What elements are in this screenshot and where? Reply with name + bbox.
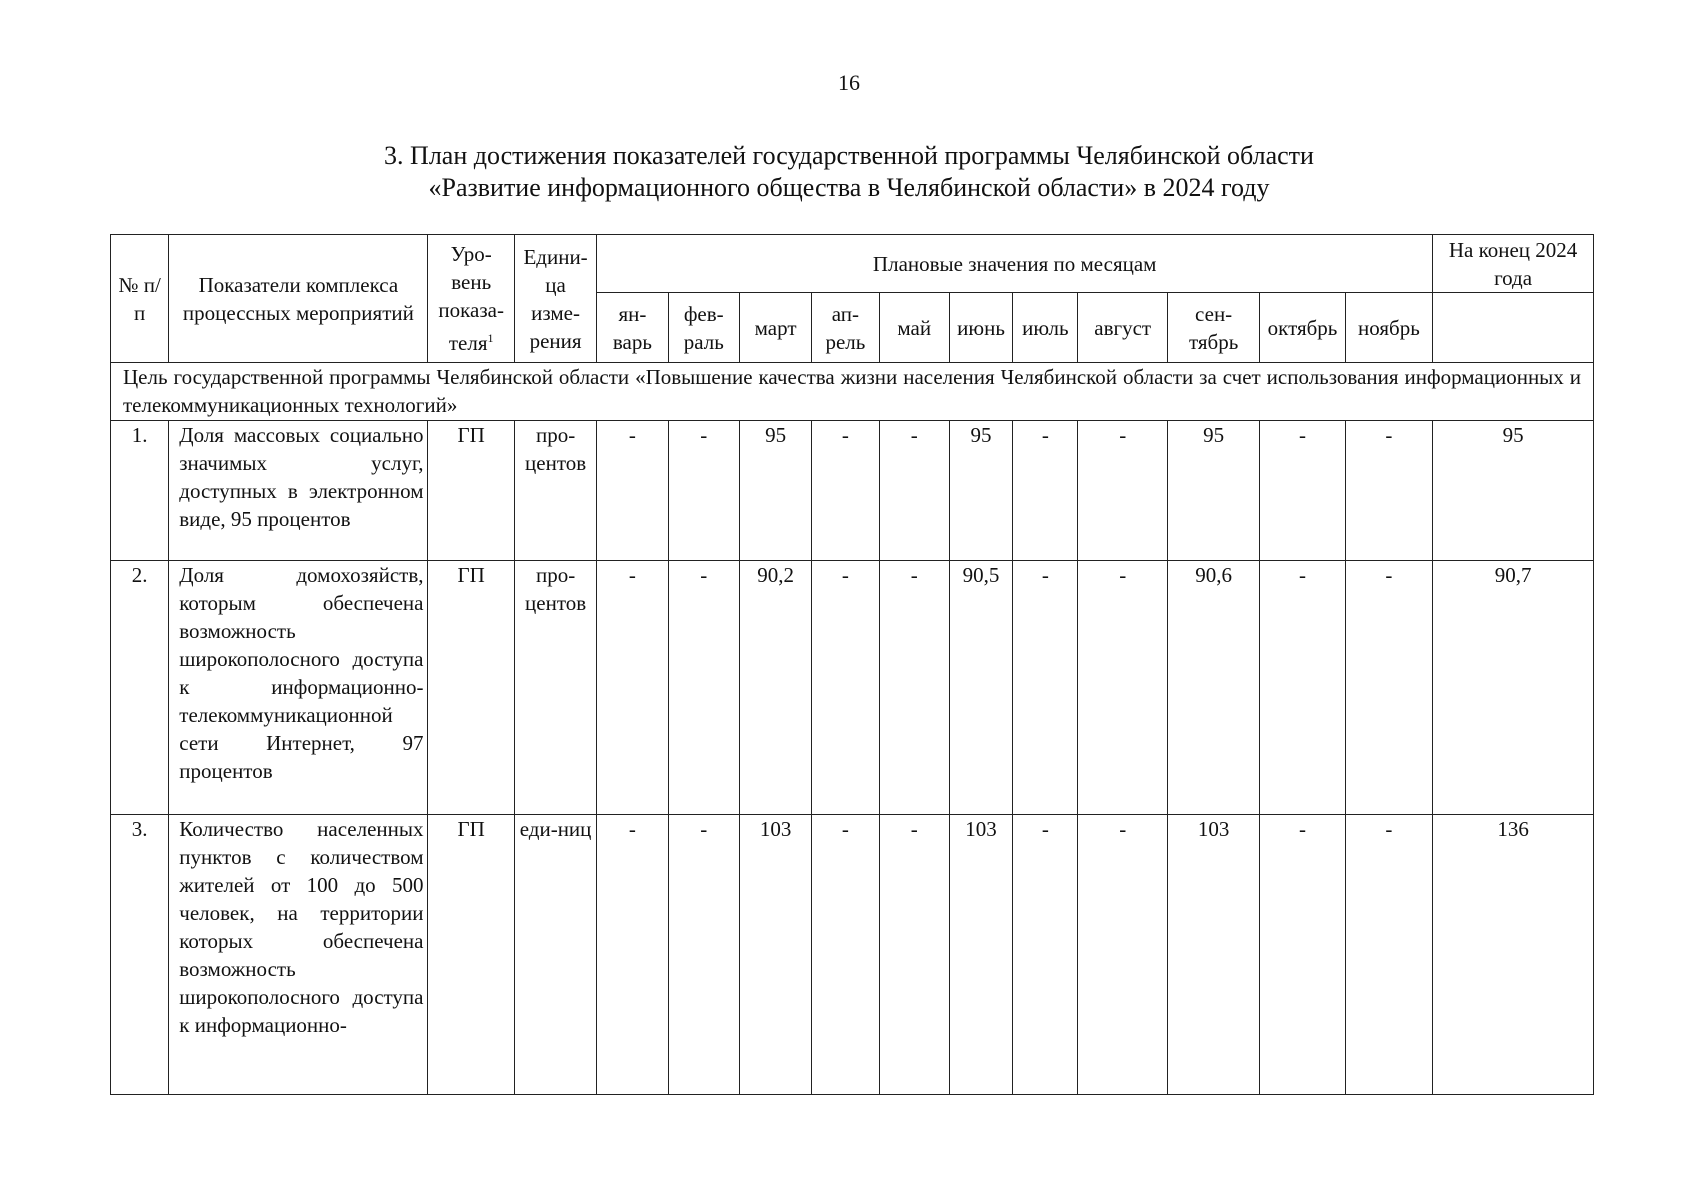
document-title <box>0 140 1698 204</box>
month-value: - <box>668 561 739 815</box>
month-value: 103 <box>1167 815 1259 1095</box>
month-value: - <box>812 815 879 1095</box>
header-end-of-year-blank <box>1433 293 1594 363</box>
month-value: - <box>879 561 949 815</box>
month-value: - <box>812 421 879 561</box>
header-month: ап-рель <box>812 293 879 363</box>
month-value: 90,2 <box>739 561 811 815</box>
header-month: июнь <box>949 293 1012 363</box>
month-value: 95 <box>949 421 1012 561</box>
table-row <box>111 561 1594 815</box>
header-indicator: Показатели комплекса процессных мероприятий <box>169 235 428 363</box>
row-number: 2. <box>111 561 169 815</box>
header-level-footnote: 1 <box>487 331 494 345</box>
month-value: - <box>1078 421 1167 561</box>
month-value: 90,5 <box>949 561 1012 815</box>
month-value: 103 <box>739 815 811 1095</box>
month-value: - <box>597 815 668 1095</box>
header-month: ян-варь <box>597 293 668 363</box>
plan-table <box>110 234 1594 1095</box>
indicator-level: ГП <box>428 815 514 1095</box>
month-value: - <box>879 421 949 561</box>
header-end-of-year: На конец 2024 года <box>1433 235 1594 293</box>
month-value: - <box>668 815 739 1095</box>
title-line-2: «Развитие информационного общества в Челябинской области» в 2024 году <box>428 173 1270 202</box>
month-value: 103 <box>949 815 1012 1095</box>
header-month: сен-тябрь <box>1167 293 1259 363</box>
header-month: октябрь <box>1260 293 1345 363</box>
header-month: ноябрь <box>1345 293 1432 363</box>
indicator-unit: еди-ниц <box>514 815 596 1095</box>
month-value: - <box>1260 561 1345 815</box>
title-line-1: 3. План достижения показателей государственной программы Челябинской области <box>384 141 1314 170</box>
month-value: - <box>1013 815 1078 1095</box>
month-value: - <box>1078 815 1167 1095</box>
program-goal: Цель государственной программы Челябинской области «Повышение качества жизни населения Челябинской области за счет использования информационных и телекоммуникационных технологий» <box>111 363 1594 421</box>
header-month: май <box>879 293 949 363</box>
header-level <box>428 235 514 363</box>
table-row <box>111 421 1594 561</box>
header-month: август <box>1078 293 1167 363</box>
month-value: - <box>1345 421 1432 561</box>
end-of-year-value: 95 <box>1433 421 1594 561</box>
table-row <box>111 815 1594 1095</box>
indicator-name: Доля домохозяйств, которым обеспечена возможность широкополосного доступа к информационно-телекоммуникационной сети Интернет, 97 процентов <box>169 561 428 815</box>
page-number: 16 <box>838 70 860 95</box>
header-unit: Едини-ца изме-рения <box>514 235 596 363</box>
month-value: - <box>1260 421 1345 561</box>
table-body <box>111 363 1594 1095</box>
month-value: - <box>668 421 739 561</box>
header-num: № п/п <box>111 235 169 363</box>
end-of-year-value: 90,7 <box>1433 561 1594 815</box>
indicator-name: Доля массовых социально значимых услуг, доступных в электронном виде, 95 процентов <box>169 421 428 561</box>
indicator-unit: про-центов <box>514 561 596 815</box>
month-value: - <box>812 561 879 815</box>
header-month: март <box>739 293 811 363</box>
month-value: - <box>1078 561 1167 815</box>
end-of-year-value: 136 <box>1433 815 1594 1095</box>
month-value: 90,6 <box>1167 561 1259 815</box>
month-value: - <box>1260 815 1345 1095</box>
row-number: 1. <box>111 421 169 561</box>
month-value: - <box>1345 815 1432 1095</box>
month-value: - <box>1013 421 1078 561</box>
header-month: фев-раль <box>668 293 739 363</box>
header-month: июль <box>1013 293 1078 363</box>
indicator-name: Количество населенных пунктов с количеством жителей от 100 до 500 человек, на территории которых обеспечена возможность широкополосного доступа к информационно- <box>169 815 428 1095</box>
indicator-unit: про-центов <box>514 421 596 561</box>
header-planned-monthly: Плановые значения по месяцам <box>597 235 1433 293</box>
month-value: - <box>1345 561 1432 815</box>
month-value: - <box>879 815 949 1095</box>
month-value: 95 <box>1167 421 1259 561</box>
indicator-level: ГП <box>428 421 514 561</box>
header-level-text: Уро-вень показа-теля <box>438 242 504 355</box>
indicator-level: ГП <box>428 561 514 815</box>
row-number: 3. <box>111 815 169 1095</box>
month-value: - <box>597 561 668 815</box>
month-value: - <box>1013 561 1078 815</box>
month-value: - <box>597 421 668 561</box>
month-value: 95 <box>739 421 811 561</box>
